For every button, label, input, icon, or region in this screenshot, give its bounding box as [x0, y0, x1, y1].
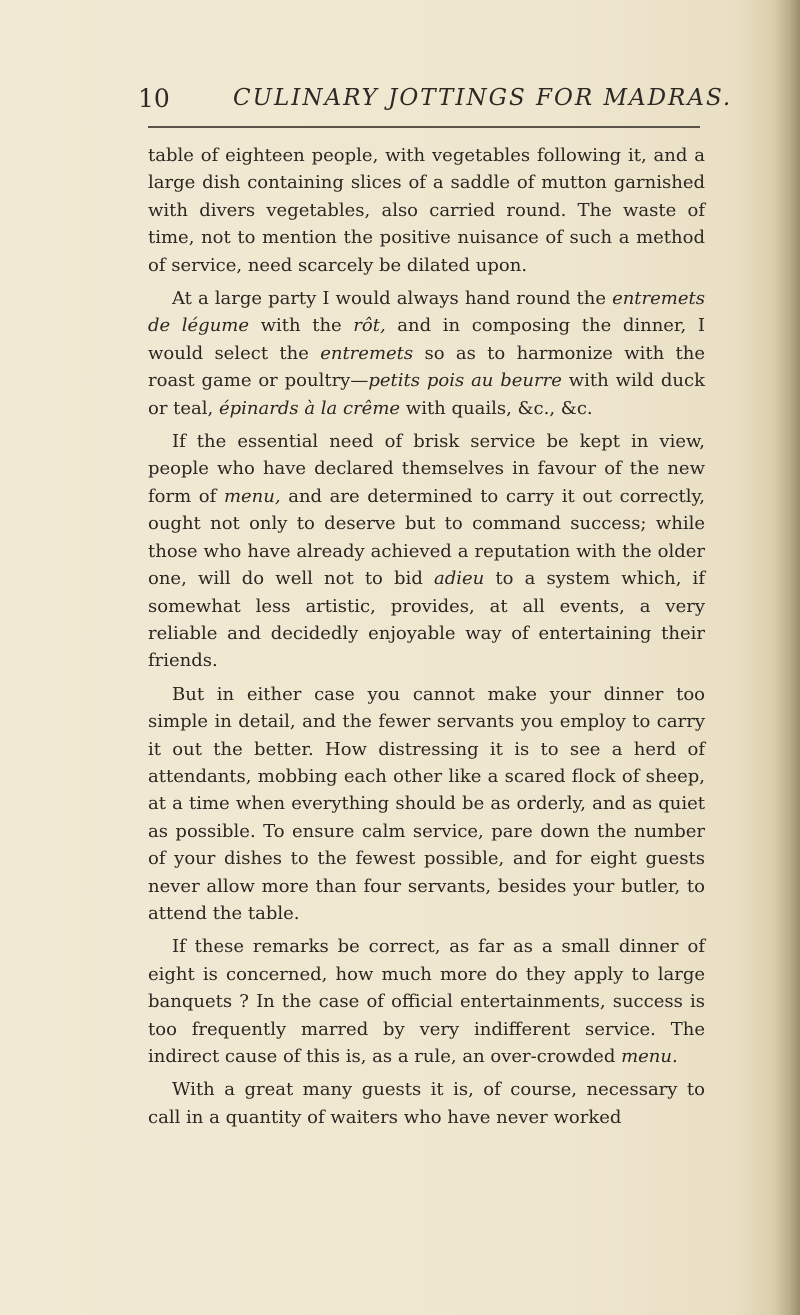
- paragraph-2-text: with wild duck or teal,: [148, 370, 706, 419]
- paragraph-3: [148, 428, 705, 675]
- italic-term: petits pois au beurre: [368, 370, 562, 392]
- paragraph-4: [148, 681, 705, 928]
- running-title: CULINARY JOTTINGS FOR MADRAS.: [233, 85, 733, 111]
- page-edge-shadow: [774, 0, 800, 1315]
- paragraph-2-text: with quails, &c., &c.: [400, 397, 593, 419]
- paragraph-6: [148, 1076, 705, 1131]
- paragraph-3-text: and are determined to carry it out correctly, ought not only to deserve but to command success; while those who have already achieved a reputation with the older one, will do well not to bid: [148, 485, 705, 590]
- italic-term: épinards à la crême: [218, 397, 401, 419]
- italic-term: menu,: [223, 485, 281, 507]
- paragraph-2-text: and in composing the dinner, I would select the: [148, 315, 705, 364]
- italic-term: adieu: [434, 568, 485, 590]
- page-number: 10: [138, 84, 170, 113]
- paragraph-2-text: with the: [249, 315, 354, 337]
- paragraph-2: [148, 285, 705, 422]
- italic-term: entremets de légume: [148, 288, 705, 337]
- paragraph-3-text: If the essential need of brisk service be kept in view, people who have declared themselves in favour of the new form of: [148, 431, 705, 507]
- paragraph-5: [148, 933, 705, 1070]
- paragraph-3-text: to a system which, if somewhat less artistic, provides, at all events, a very reliable and decidedly enjoyable way of entertaining their friends.: [148, 568, 705, 672]
- paragraph-1-text: table of eighteen people, with vegetables following it, and a large dish containing slices of a saddle of mutton garnished with divers vegetables, also carried round. The waste of time, not to mention the positive nuisance of such a method of service, need scarcely be dilated upon.: [148, 145, 705, 276]
- italic-term: menu.: [621, 1046, 678, 1067]
- paragraph-5-text: If these remarks be correct, as far as a small dinner of eight is concerned, how much more do they apply to large banquets ? In the case of official entertainments, success is too frequently marred by very indifferent service. The indirect cause of this is, as a rule, an over-crowded: [148, 936, 705, 1067]
- paragraph-6-text: With a great many guests it is, of course, necessary to call in a quantity of waiters who have never worked: [148, 1079, 705, 1128]
- italic-term: rôt,: [353, 315, 386, 337]
- paragraph-1: [148, 142, 705, 279]
- body-text: [148, 142, 705, 1137]
- header-rule: [148, 126, 700, 128]
- page-header: [138, 84, 733, 120]
- paragraph-2-text: so as to harmonize with the roast game or poultry—: [148, 342, 706, 392]
- paragraph-2-text: At a large party I would always hand round the: [172, 288, 613, 310]
- paragraph-4-text: But in either case you cannot make your dinner too simple in detail, and the fewer servants you employ to carry it out the better. How distressing it is to see a herd of attendants, mobbing each other like a scared flock of sheep, at a time when everything should be as orderly, and as quiet as possible. To ensure calm service, pare down the number of your dishes to the fewest possible, and for eight guests never allow more than four servants, besides your butler, to attend the table.: [148, 683, 705, 924]
- italic-term: entremets: [320, 342, 414, 364]
